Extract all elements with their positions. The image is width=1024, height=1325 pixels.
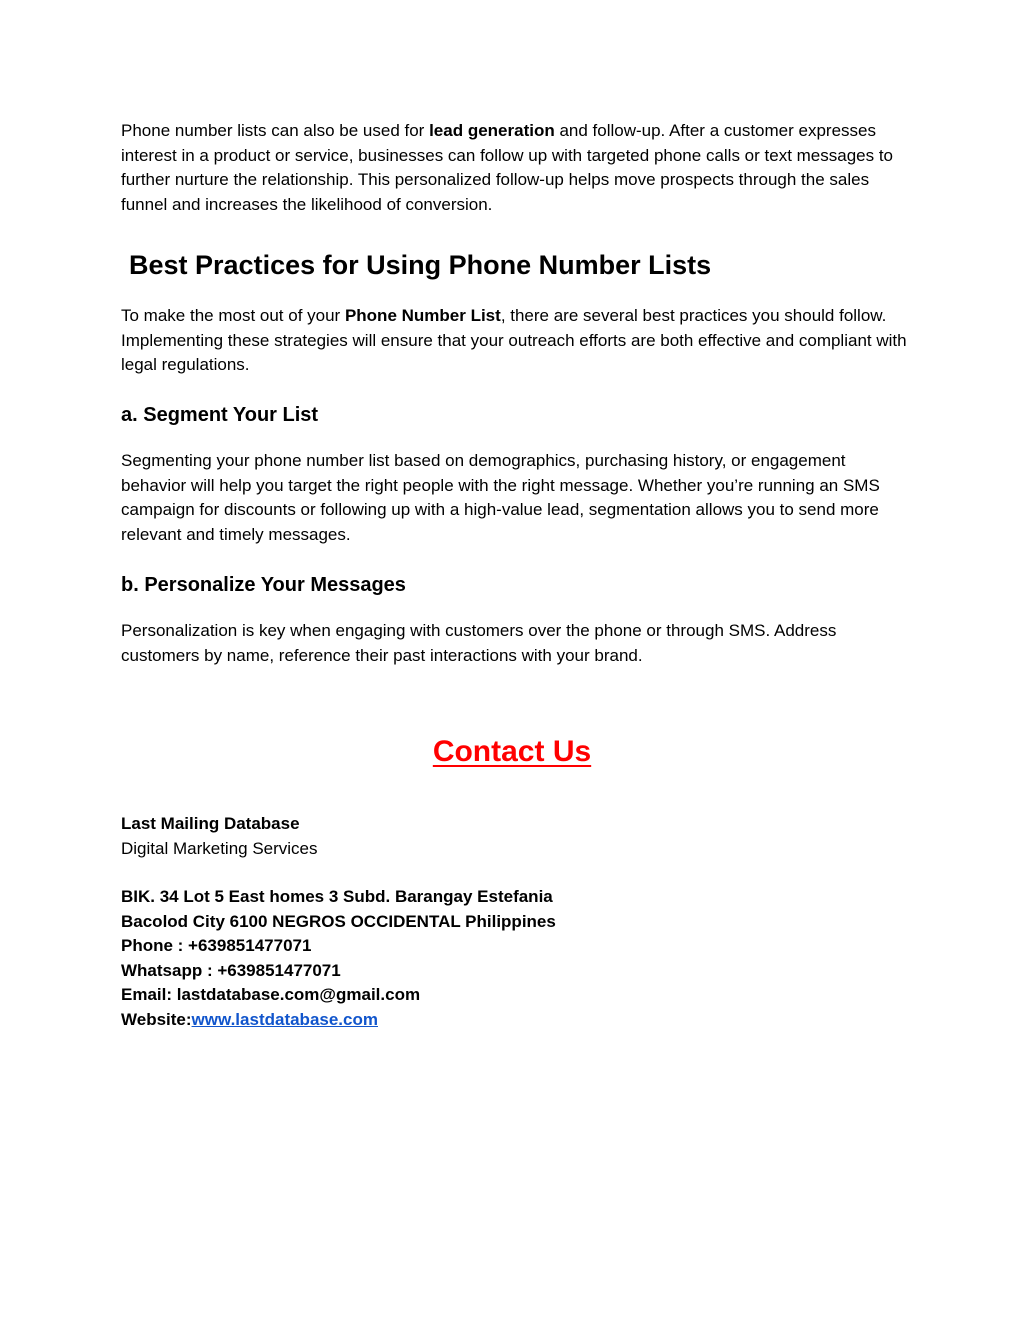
best-practices-paragraph [121, 304, 911, 378]
website-line [121, 1008, 921, 1033]
contact-details [121, 885, 921, 1032]
address-line-2: Bacolod City 6100 NEGROS OCCIDENTAL Philippines [121, 911, 556, 931]
contact-us-heading [0, 733, 1024, 771]
best-practices-heading: Best Practices for Using Phone Number Lists [129, 250, 712, 280]
intro-bold-term: lead generation [429, 121, 555, 140]
website-label: Website: [121, 1009, 192, 1029]
company-block [121, 812, 921, 861]
intro-paragraph [121, 119, 911, 217]
address-line-1: BIK. 34 Lot 5 East homes 3 Subd. Barangay Estefania [121, 887, 553, 906]
whatsapp-line: Whatsapp : +639851477071 [121, 960, 341, 980]
intro-text-end: and follow-up. After a customer expresses interest in a product or service, businesses can follow up with targeted phone calls or text messages to further nurture the relationship. This personalized follow-up helps move prospects through the sales funnel and increases the likelihood of conversion. [121, 121, 894, 214]
segment-paragraph: Segmenting your phone number list based on demographics, purchasing history, or engagement behavior will help you target the right people with the right message. Whether you’re running an SMS campaign for discounts or following up with a high-value lead, segmentation allows you to send more relevant and timely messages. [121, 451, 880, 544]
segment-heading: a. Segment Your List [121, 404, 319, 426]
website-link[interactable]: www.lastdatabase.com [191, 1009, 378, 1029]
email-line: Email: lastdatabase.com@gmail.com [121, 985, 421, 1004]
contact-us-link[interactable]: Contact Us [432, 735, 592, 768]
phone-line: Phone : +639851477071 [121, 936, 312, 955]
best-practices-text-end: , there are several best practices you should follow. Implementing these strategies will ensure that your outreach efforts are both effective and compliant with legal regulations. [121, 306, 907, 374]
personalize-paragraph: Personalization is key when engaging with customers over the phone or through SMS. Address customers by name, reference their past interactions with your brand. [121, 621, 837, 665]
best-practices-bold-term: Phone Number List [344, 306, 501, 325]
company-service: Digital Marketing Services [121, 838, 318, 858]
intro-text-start: Phone number lists can also be used for [121, 121, 430, 140]
company-name: Last Mailing Database [121, 814, 300, 833]
best-practices-text-start: To make the most out of your [121, 306, 345, 325]
personalize-heading: b. Personalize Your Messages [121, 574, 406, 596]
